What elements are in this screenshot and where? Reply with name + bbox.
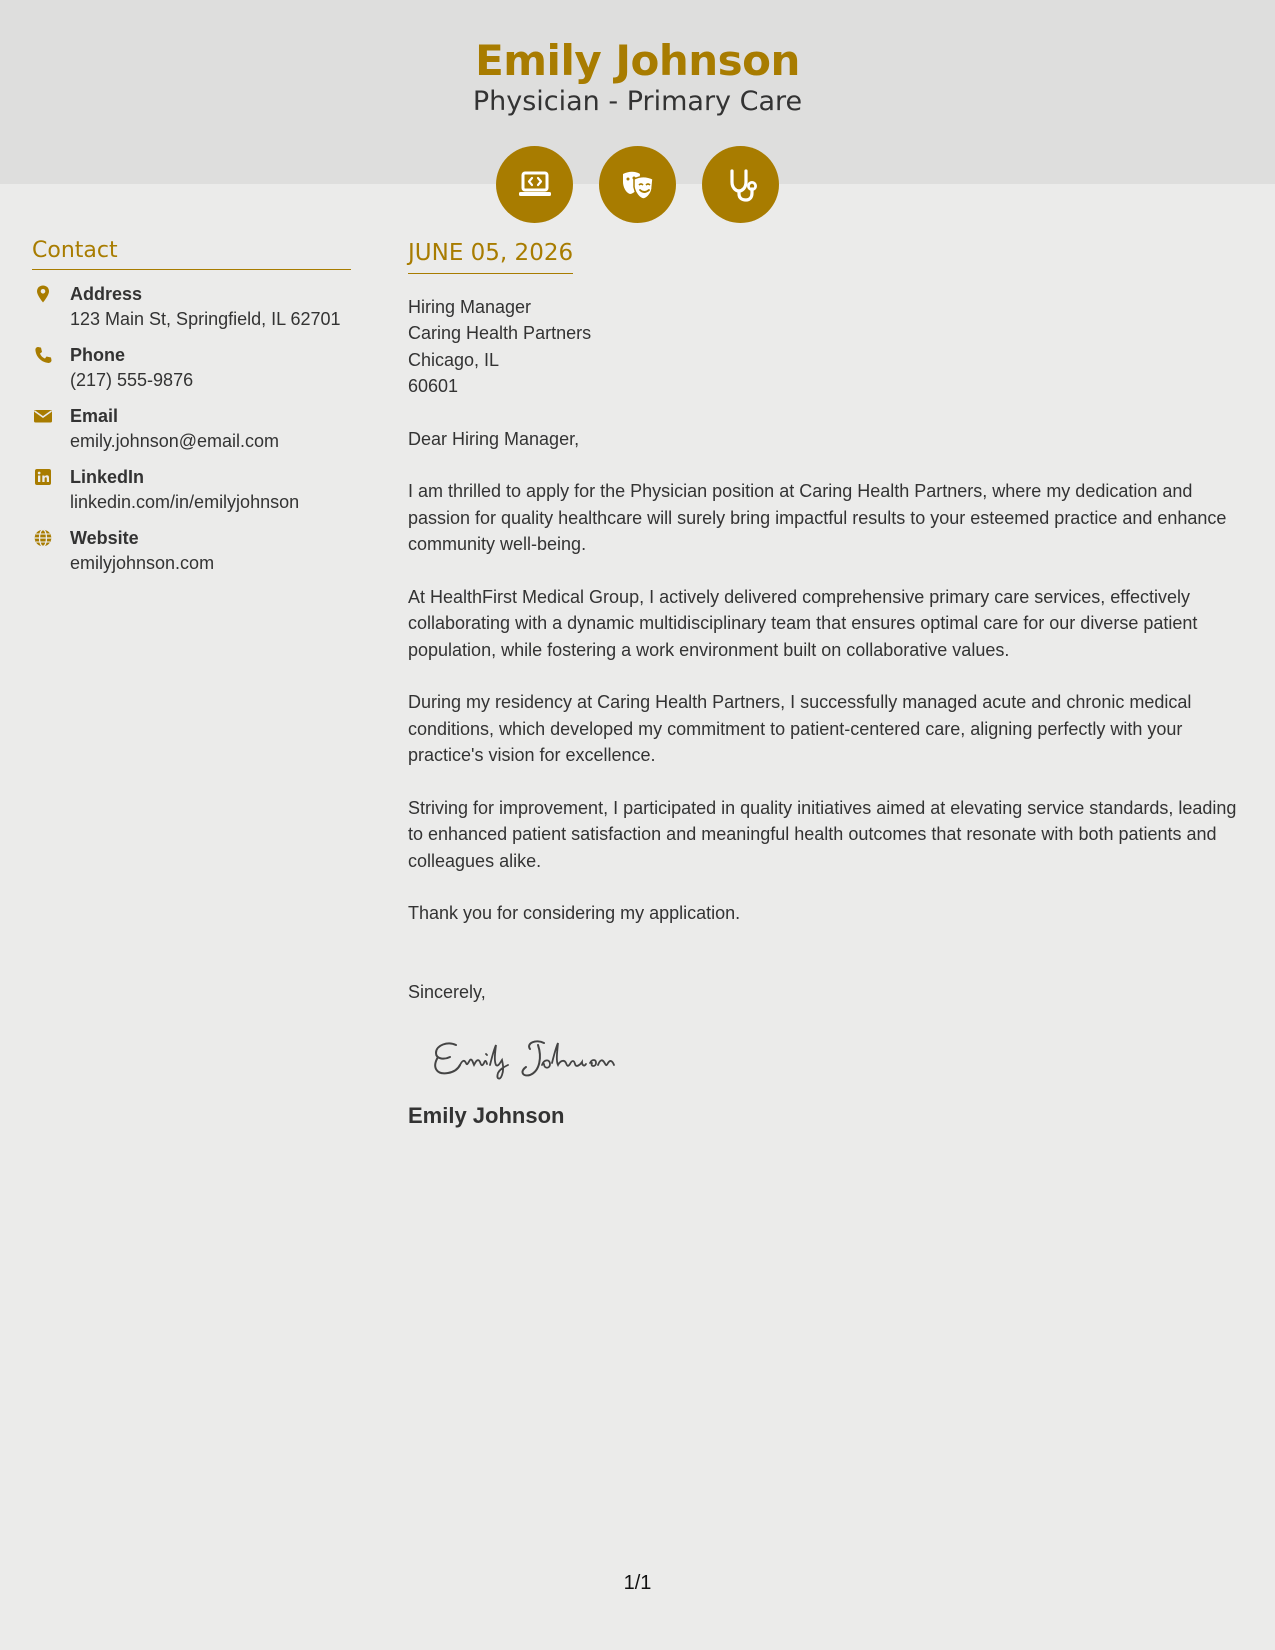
contact-item-phone [32,343,351,393]
theater-masks-icon [599,146,676,223]
letter-date: JUNE 05, 2026 [408,240,573,274]
contact-item-website [32,526,351,576]
linkedin-icon [32,466,54,488]
letter-paragraph: At HealthFirst Medical Group, I actively delivered comprehensive primary care services, effectively collaborating with a dynamic multidisciplinary team that ensures optimal care for our diverse patient population, while fostering a work environment built on collaborative values. [408,586,1198,660]
recipient-line: 60601 [408,376,459,396]
contact-item-address [32,282,351,332]
contact-item-email [32,404,351,454]
candidate-name: Emily Johnson [475,36,800,85]
letter-paragraph: Striving for improvement, I participated in quality initiatives aimed at elevating service standards, leading to enhanced patient satisfaction and meaningful health outcomes that resonate with both patients and colleagues alike. [408,797,1237,871]
contact-value-linkedin[interactable]: linkedin.com/in/emilyjohnson [70,492,300,512]
contact-label-address: Address [70,284,143,304]
recipient-line: Chicago, IL [408,349,500,370]
salutation: Dear Hiring Manager, [408,428,580,449]
contact-label-phone: Phone [70,345,126,365]
contact-sidebar [32,238,351,587]
recipient-line: Hiring Manager [408,296,532,317]
contact-value-address: 123 Main St, Springfield, IL 62701 [70,309,341,329]
contact-heading: Contact [32,238,351,270]
envelope-icon [32,405,54,427]
job-title: Physician - Primary Care [472,86,803,117]
closing: Sincerely, [408,981,486,1002]
contact-value-phone: (217) 555-9876 [70,370,194,390]
handwritten-signature [426,1027,1248,1087]
contact-label-email: Email [70,406,119,426]
laptop-code-icon [496,146,573,223]
contact-item-linkedin [32,465,351,515]
phone-icon [32,344,54,366]
map-marker-icon [32,283,54,305]
letter-body [408,240,1248,1130]
letter-paragraph: Thank you for considering my application. [408,903,741,923]
contact-value-email[interactable]: emily.johnson@email.com [70,431,280,451]
globe-icon [32,527,54,549]
contact-value-website[interactable]: emilyjohnson.com [70,553,215,573]
recipient-block [408,294,1248,400]
contact-label-linkedin: LinkedIn [70,467,145,487]
contact-label-website: Website [70,528,139,548]
page-number: 1/1 [623,1572,652,1594]
stethoscope-icon [702,146,779,223]
letter-paragraph: I am thrilled to apply for the Physician position at Caring Health Partners, where my dedication and passion for quality healthcare will surely bring impactful results to your esteemed practice and enhance community well-being. [408,481,1227,554]
signed-name: Emily Johnson [408,1103,565,1128]
header-icon-row [496,146,779,223]
recipient-line: Caring Health Partners [408,323,592,343]
letter-paragraph: During my residency at Caring Health Partners, I successfully managed acute and chronic medical conditions, which developed my commitment to patient-centered care, aligning perfectly with your practice's vision for excellence. [408,692,1192,765]
